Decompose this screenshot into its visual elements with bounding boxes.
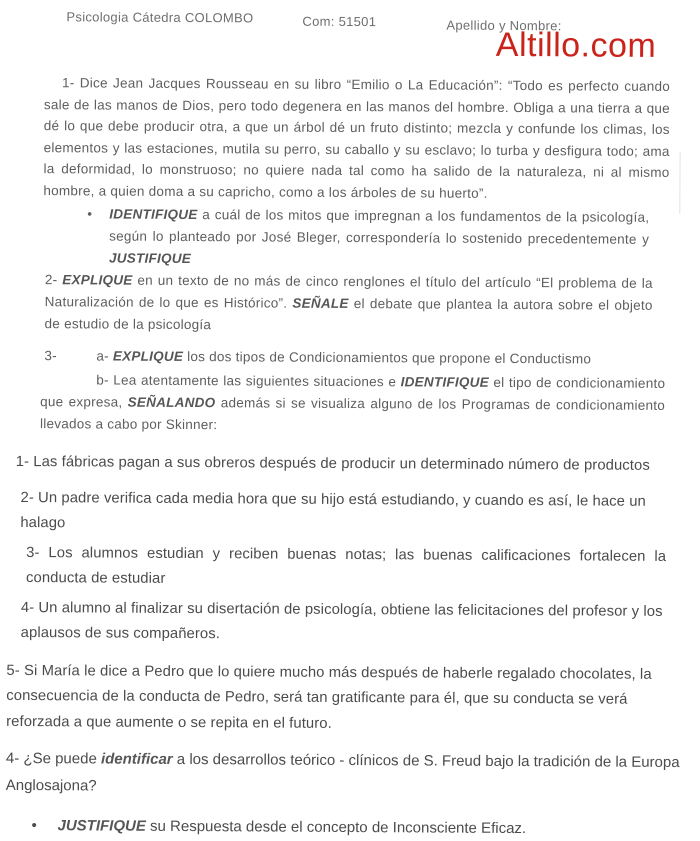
situation-item-5: 5- Si María le dice a Pedro que lo quiere mucho más después de haberle regalado chocolates, la consecuencia de la conducta de Pedro, será tan gratificante para él, que su conducta se verá reforzada a que aumente o se repita en el futuro.: [6, 662, 652, 732]
situation-item-3: 3- Los alumnos estudian y reciben buenas notas; las buenas calificaciones fortalecen la conducta de estudiar: [25, 544, 667, 587]
course-title: Psicologia Cátedra COLOMBO: [66, 9, 254, 26]
situation-item-1: 1- Las fábricas pagan a sus obreros después de producir un determinado número de productos: [15, 453, 650, 474]
question-4-bullet: [31, 815, 697, 841]
question-3b-text: b- Lea atentamente las siguientes situaciones e IDENTIFIQUE el tipo de condicionamiento que expresa, SEÑALANDO además si se visualiza alguno de los Programas de condicionamiento llevados a cabo por Skinner:: [39, 372, 666, 433]
question-3-number: 3-: [44, 348, 57, 364]
situation-item-4: 4- Un alumno al finalizar su disertación de psicología, obtiene las felicitaciones del profesor y los aplausos de sus compañeros.: [20, 599, 663, 643]
question-1-bullet-text: IDENTIFIQUE a cuál de los mitos que impregnan a los fundamentos de la psicología, según lo planteado por José Bleger, correspondería lo sostenido precedentemente y JUSTIFIQUE: [108, 206, 650, 267]
situation-item-2: 2- Un padre verifica cada media hora que su hijo está estudiando, y cuando es así, le hace un halago: [20, 489, 646, 532]
bullet-icon: •: [31, 817, 37, 835]
question-2-text: 2- EXPLIQUE en un texto de no más de cinco renglones el título del artículo “El problema de la Naturalización de lo que es Histórico”. SEÑALE el debate que plantea la autora sobre el objeto de estudio de la psicología: [44, 272, 653, 333]
commission-number: Com: 51501: [302, 13, 377, 30]
student-name-label: Apellido y Nombre:: [446, 17, 562, 34]
question-1-text: 1- Dice Jean Jacques Rousseau en su libro “Emilio o La Educación”: “Todo es perfecto cuando sale de las manos de Dios, pero todo degenera en las manos del hombre. Obliga a una tierra a que dé lo que debe producir otra, a que un árbol dé un fruto distinto; mezcla y confunde los climas, los elementos y las estaciones, mutila su perro, su caballo y su esclavo; lo turba y desfigura todo; ama la deformidad, lo monstruoso; no quiere nada tal como ha salido de la naturaleza, ni al mismo hombre, a quien doma a su capricho, como a los árboles de su huerto”.: [43, 75, 671, 201]
question-3a-text: 3- a- EXPLIQUE los dos tipos de Condicionamientos que propone el Conductismo: [44, 345, 700, 371]
question-1-bullet: [87, 203, 649, 272]
scan-edge-artifact: [679, 152, 680, 214]
altillo-watermark: Altillo.com: [495, 25, 657, 65]
question-4-text: 4- ¿Se puede identificar a los desarrollos teórico - clínicos de S. Freud bajo la tradición de la Europa Anglosajona?: [5, 749, 680, 795]
question-4-bullet-text: JUSTIFIQUE su Respuesta desde el concepto de Inconsciente Eficaz.: [57, 817, 527, 838]
bullet-icon: •: [87, 206, 93, 222]
